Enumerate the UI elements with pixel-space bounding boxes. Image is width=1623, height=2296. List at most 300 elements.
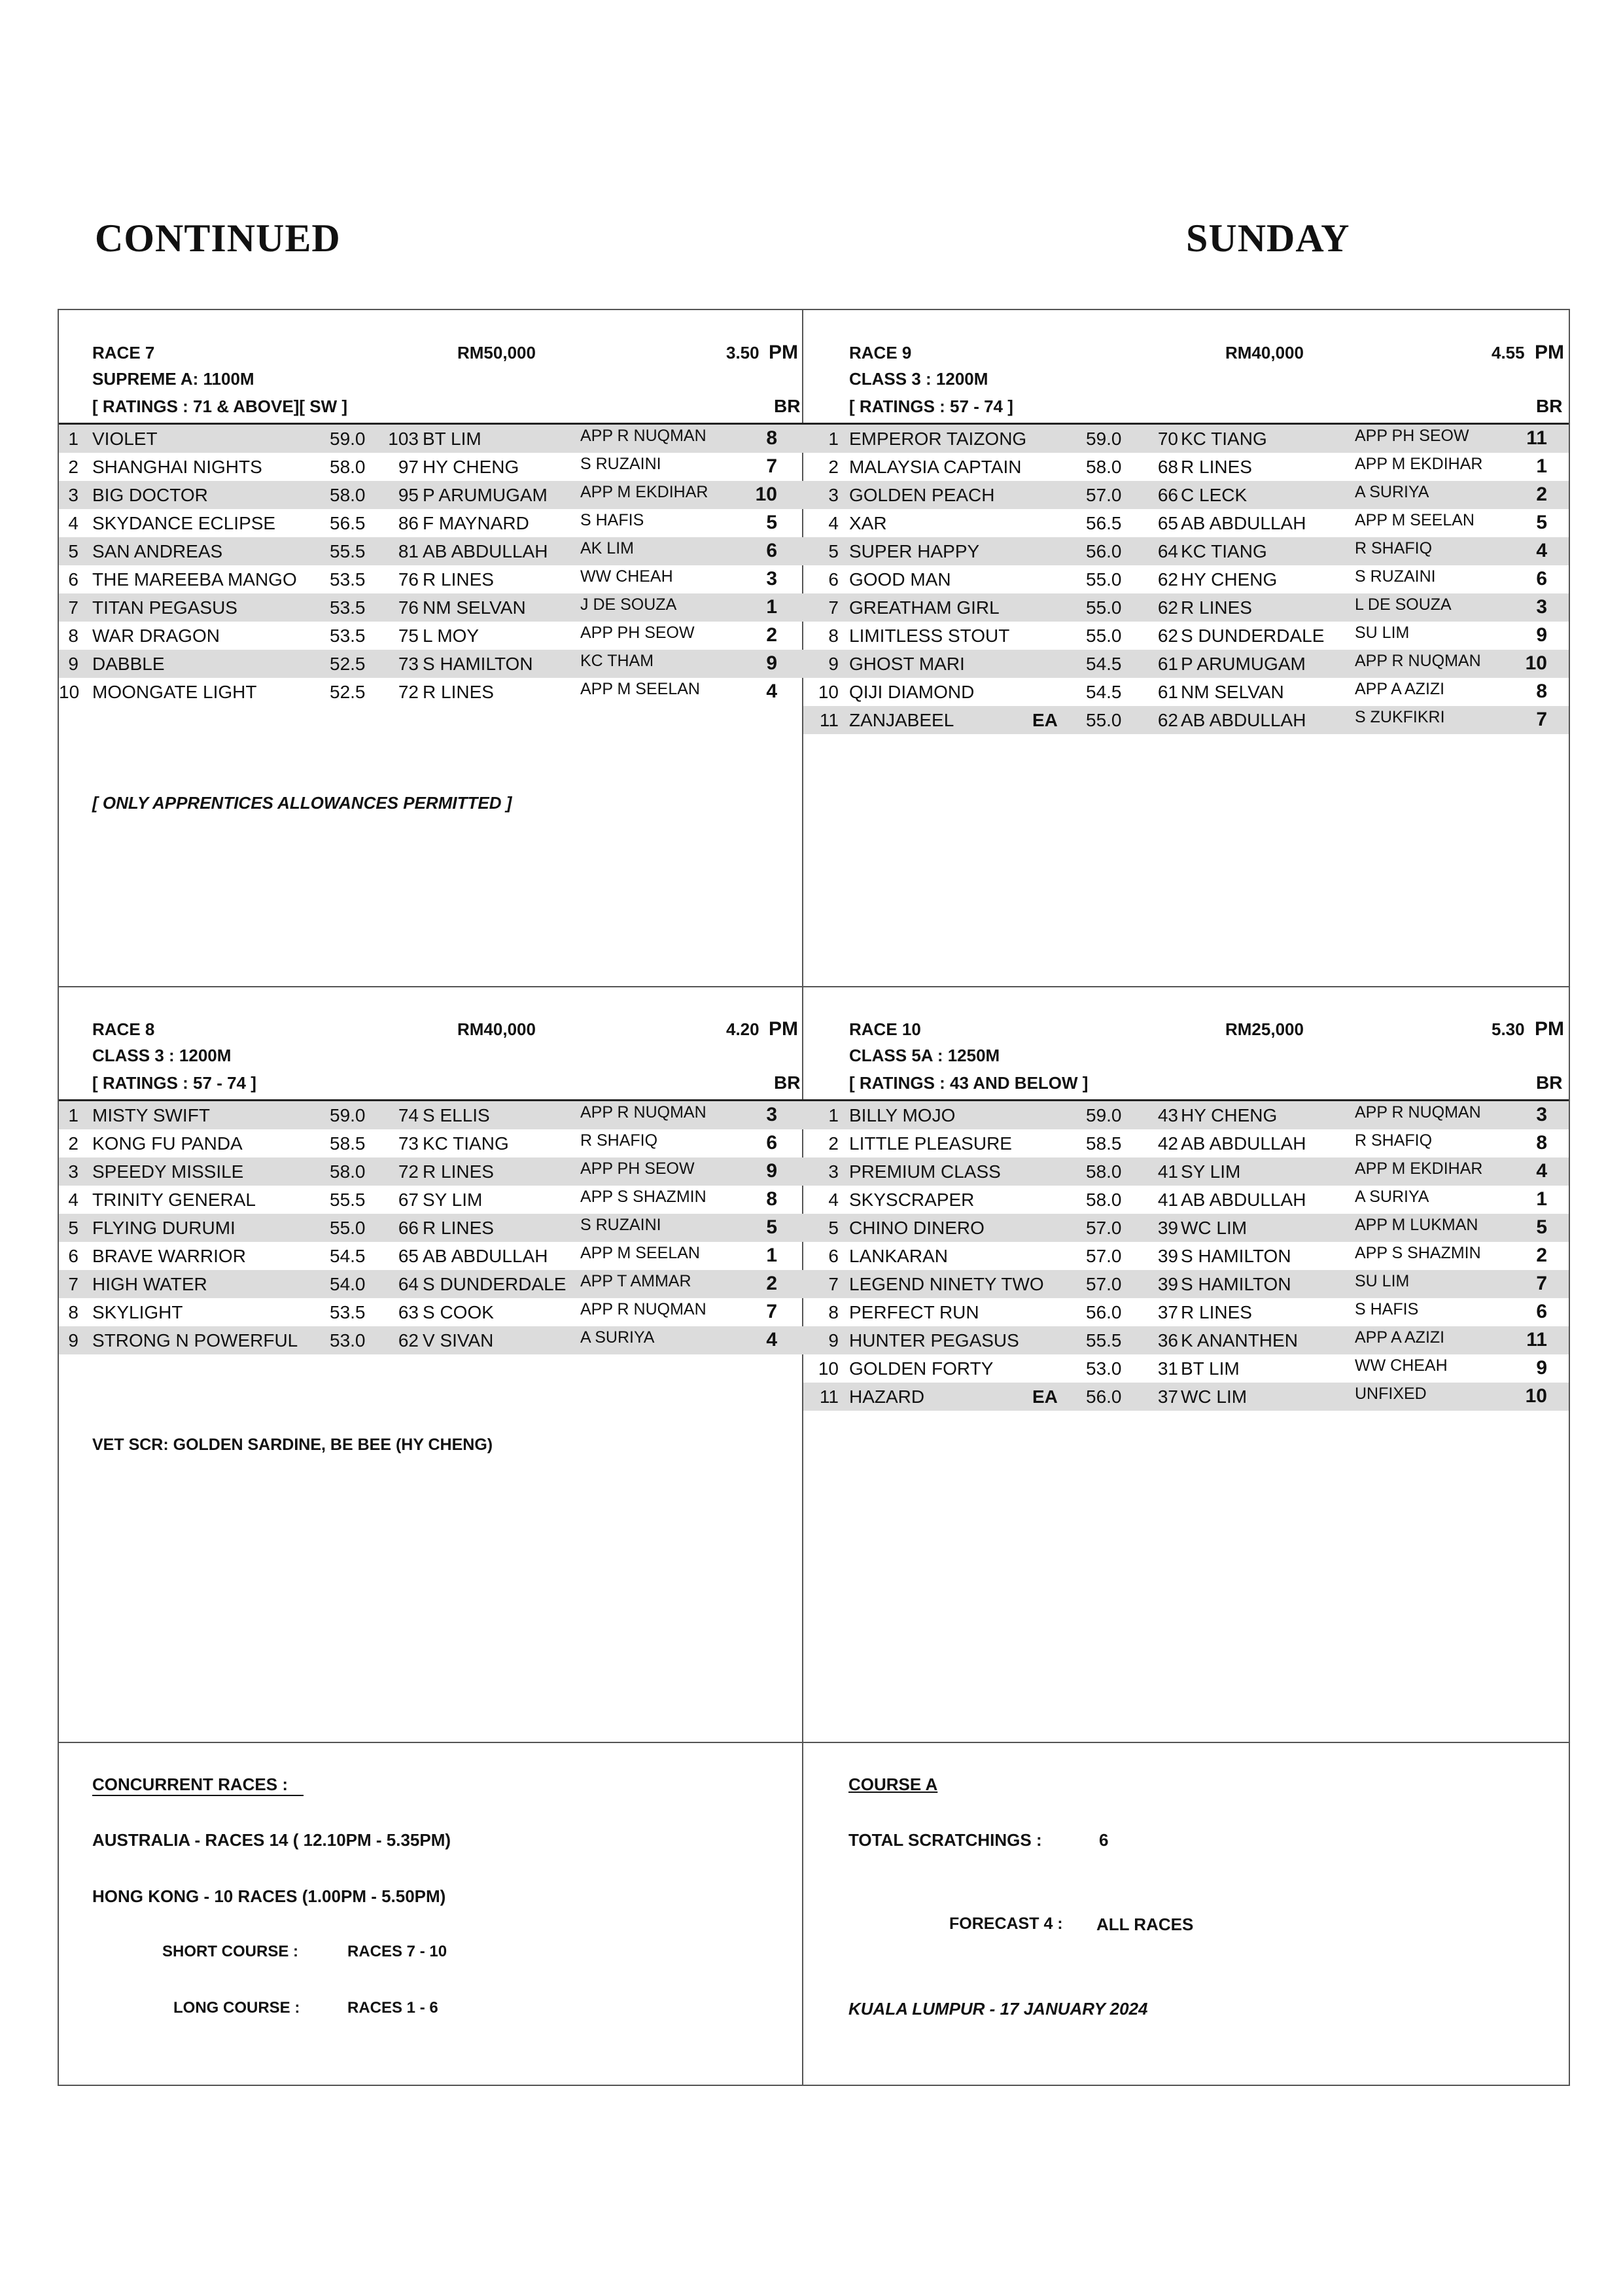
weight: 53.5 (330, 569, 366, 590)
rating: 39 (1157, 1274, 1178, 1294)
trainer: AB ABDULLAH (1181, 710, 1306, 730)
rating: 64 (398, 1274, 419, 1294)
weight: 56.0 (1086, 1386, 1122, 1407)
horse-name: HAZARD (849, 1386, 925, 1407)
row-divider-bottom (58, 1742, 1570, 1743)
jockey: APP M SEELAN (1355, 511, 1475, 529)
horse-name: DABBLE (92, 654, 165, 674)
trainer: NM SELVAN (423, 597, 526, 618)
race-8-panel (59, 987, 803, 1351)
table-row (59, 622, 803, 650)
trainer: AB ABDULLAH (1181, 1190, 1306, 1210)
rating: 95 (398, 485, 419, 505)
place-date: KUALA LUMPUR - 17 JANUARY 2024 (848, 1999, 1148, 2019)
long-course-label: LONG COURSE : (173, 1999, 300, 2017)
horse-name: LIMITLESS STOUT (849, 626, 1010, 646)
trainer: C LECK (1181, 485, 1248, 505)
race-ratings (803, 1044, 1569, 1093)
table-row (59, 453, 803, 481)
horse-name: XAR (849, 513, 887, 533)
runner-number: 7 (828, 1274, 839, 1294)
long-course-value: RACES 1 - 6 (347, 1999, 438, 2017)
barrier-draw: 6 (766, 540, 777, 561)
jockey: APP M SEELAN (580, 680, 700, 698)
race-time: 4.55 (1492, 343, 1525, 362)
rating: 74 (398, 1105, 419, 1125)
weight: 53.0 (1086, 1358, 1122, 1379)
trainer: BT LIM (423, 429, 481, 449)
table-row (59, 1270, 803, 1298)
trainer: V SIVAN (423, 1330, 494, 1351)
runner-number: 11 (819, 1386, 839, 1407)
weight: 57.0 (1086, 1274, 1122, 1294)
table-row (59, 1242, 803, 1270)
weight: 58.0 (330, 457, 366, 477)
barrier-draw: 5 (1536, 1216, 1547, 1238)
table-row (59, 425, 803, 453)
jockey: APP R NUQMAN (1355, 1103, 1481, 1122)
race-9-panel (803, 310, 1569, 730)
short-course-label: SHORT COURSE : (162, 1943, 299, 1960)
horse-name: KONG FU PANDA (92, 1133, 243, 1154)
trainer: WC LIM (1181, 1386, 1248, 1407)
table-row (803, 1157, 1569, 1186)
entry-tag: EA (1032, 1386, 1058, 1407)
trainer: AB ABDULLAH (1181, 1133, 1306, 1154)
trainer: S ELLIS (423, 1105, 490, 1125)
rating: 65 (398, 1246, 419, 1266)
trainer: R LINES (423, 682, 494, 702)
runner-number: 10 (818, 1358, 839, 1379)
barrier-header: BR (774, 396, 801, 416)
rating: 103 (388, 429, 419, 449)
runner-number: 5 (828, 541, 839, 561)
weight: 52.5 (330, 682, 366, 702)
horse-name: GOLDEN PEACH (849, 485, 995, 505)
runners-table (803, 423, 1569, 734)
rating: 62 (398, 1330, 419, 1351)
race-7-panel (59, 310, 803, 702)
table-row (803, 1298, 1569, 1326)
runner-number: 4 (68, 513, 79, 533)
horse-name: BIG DOCTOR (92, 485, 208, 505)
table-row (59, 1101, 803, 1129)
short-course-value: RACES 7 - 10 (347, 1943, 447, 1960)
barrier-draw: 10 (755, 484, 777, 505)
weight: 53.5 (330, 1302, 366, 1322)
barrier-header: BR (1536, 396, 1563, 416)
barrier-draw: 7 (1536, 709, 1547, 730)
race-time: 5.30 (1492, 1019, 1525, 1039)
rating: 39 (1157, 1218, 1178, 1238)
race-ratings (59, 368, 803, 416)
barrier-draw: 2 (766, 624, 777, 646)
runner-number: 5 (68, 1218, 79, 1238)
barrier-draw: 9 (1536, 624, 1547, 646)
trainer: KC TIANG (1181, 541, 1267, 561)
table-row (803, 593, 1569, 622)
race-ampm: PM (769, 1018, 798, 1040)
race-purse: RM40,000 (457, 1019, 536, 1039)
runner-number: 4 (828, 1190, 839, 1210)
runner-number: 8 (828, 1302, 839, 1322)
runner-number: 7 (68, 1274, 79, 1294)
weight: 53.5 (330, 626, 366, 646)
barrier-draw: 6 (1536, 1301, 1547, 1322)
barrier-draw: 6 (766, 1132, 777, 1154)
runner-number: 1 (68, 429, 79, 449)
rating: 73 (398, 654, 419, 674)
race-title: RACE 8 (92, 1019, 155, 1039)
forecast-label: FORECAST 4 : (949, 1915, 1063, 1933)
jockey: SU LIM (1355, 1272, 1410, 1290)
horse-name: MISTY SWIFT (92, 1105, 210, 1125)
horse-name: SUPER HAPPY (849, 541, 980, 561)
race-class (59, 1017, 803, 1065)
rating: 61 (1157, 654, 1178, 674)
barrier-header: BR (1536, 1072, 1563, 1093)
runner-number: 5 (828, 1218, 839, 1238)
runner-number: 11 (819, 710, 839, 730)
rating: 62 (1157, 597, 1178, 618)
rating: 67 (398, 1190, 419, 1210)
trainer: HY CHENG (1181, 569, 1278, 590)
trainer: S HAMILTON (1181, 1246, 1291, 1266)
race-title: RACE 10 (849, 1019, 921, 1039)
weight: 53.5 (330, 597, 366, 618)
barrier-draw: 3 (766, 568, 777, 590)
jockey: R SHAFIQ (1355, 539, 1433, 557)
barrier-draw: 1 (766, 1245, 777, 1266)
rating: 76 (398, 569, 419, 590)
race-header (803, 987, 1569, 1040)
concurrent-hongkong: HONG KONG - 10 RACES (1.00PM - 5.50PM) (92, 1886, 446, 1906)
trainer: R LINES (423, 1161, 494, 1182)
table-row (59, 509, 803, 537)
table-row (59, 537, 803, 565)
barrier-draw: 1 (1536, 1188, 1547, 1210)
runner-number: 1 (68, 1105, 79, 1125)
table-row (59, 1129, 803, 1157)
weight: 56.5 (330, 513, 366, 533)
horse-name: TITAN PEGASUS (92, 597, 237, 618)
runner-number: 8 (68, 626, 79, 646)
runner-number: 9 (828, 1330, 839, 1351)
horse-name: SAN ANDREAS (92, 541, 223, 561)
runner-number: 2 (68, 1133, 79, 1154)
jockey: UNFIXED (1355, 1385, 1427, 1403)
runner-number: 7 (828, 597, 839, 618)
barrier-draw: 8 (766, 427, 777, 449)
trainer: S HAMILTON (1181, 1274, 1291, 1294)
weight: 55.5 (330, 1190, 366, 1210)
rating: 62 (1157, 569, 1178, 590)
rating: 42 (1157, 1133, 1178, 1154)
rating: 75 (398, 626, 419, 646)
rating: 70 (1157, 429, 1178, 449)
weight: 58.5 (330, 1133, 366, 1154)
horse-name: SHANGHAI NIGHTS (92, 457, 262, 477)
race-class (59, 340, 803, 389)
weight: 57.0 (1086, 1246, 1122, 1266)
jockey: A SURIYA (1355, 483, 1429, 501)
runner-number: 10 (818, 682, 839, 702)
rating: 66 (1157, 485, 1178, 505)
trainer: BT LIM (1181, 1358, 1240, 1379)
table-row (59, 593, 803, 622)
horse-name: HUNTER PEGASUS (849, 1330, 1019, 1351)
rating: 64 (1157, 541, 1178, 561)
trainer: R LINES (1181, 597, 1252, 618)
weight: 52.5 (330, 654, 366, 674)
table-row (59, 678, 803, 706)
rating: 68 (1157, 457, 1178, 477)
trainer: P ARUMUGAM (1181, 654, 1306, 674)
runner-number: 1 (828, 429, 839, 449)
trainer: WC LIM (1181, 1218, 1248, 1238)
rating: 43 (1157, 1105, 1178, 1125)
rating: 61 (1157, 682, 1178, 702)
rating: 62 (1157, 710, 1178, 730)
trainer: HY CHENG (1181, 1105, 1278, 1125)
jockey: S HAFIS (580, 511, 644, 529)
barrier-draw: 11 (1526, 427, 1547, 449)
table-row (803, 1354, 1569, 1383)
jockey: APP R NUQMAN (580, 1300, 707, 1318)
jockey: APP R NUQMAN (580, 427, 707, 445)
race-7-note: [ ONLY APPRENTICES ALLOWANCES PERMITTED ] (92, 793, 512, 813)
horse-name: PREMIUM CLASS (849, 1161, 1001, 1182)
race-ampm: PM (1535, 1018, 1564, 1040)
jockey: APP S SHAZMIN (1355, 1244, 1481, 1262)
runner-number: 9 (828, 654, 839, 674)
race-ratings (803, 368, 1569, 416)
trainer: SY LIM (1181, 1161, 1241, 1182)
barrier-draw: 4 (766, 680, 777, 702)
table-row (803, 481, 1569, 509)
weight: 59.0 (330, 429, 366, 449)
race-class-text: SUPREME A: 1100M (92, 369, 254, 389)
concurrent-races-title: CONCURRENT RACES : (92, 1775, 304, 1796)
jockey: S HAFIS (1355, 1300, 1419, 1318)
barrier-draw: 3 (766, 1104, 777, 1125)
race-header (59, 310, 803, 363)
runner-number: 7 (68, 597, 79, 618)
barrier-draw: 10 (1525, 652, 1547, 674)
runner-number: 9 (68, 654, 79, 674)
barrier-draw: 2 (766, 1273, 777, 1294)
horse-name: GOLDEN FORTY (849, 1358, 994, 1379)
race-class-text: CLASS 5A : 1250M (849, 1046, 1000, 1065)
rating: 39 (1157, 1246, 1178, 1266)
race-class (803, 1017, 1569, 1065)
trainer: S DUNDERDALE (1181, 626, 1325, 646)
weight: 55.0 (1086, 626, 1122, 646)
runner-number: 2 (828, 1133, 839, 1154)
trainer: KC TIANG (423, 1133, 509, 1154)
weight: 55.0 (1086, 710, 1122, 730)
rating: 65 (1157, 513, 1178, 533)
horse-name: STRONG N POWERFUL (92, 1330, 298, 1351)
jockey: SU LIM (1355, 624, 1410, 642)
weight: 58.5 (1086, 1133, 1122, 1154)
horse-name: MOONGATE LIGHT (92, 682, 257, 702)
table-row (59, 1157, 803, 1186)
trainer: AB ABDULLAH (423, 1246, 548, 1266)
barrier-draw: 5 (1536, 512, 1547, 533)
barrier-draw: 5 (766, 512, 777, 533)
trainer: P ARUMUGAM (423, 485, 548, 505)
jockey: A SURIYA (1355, 1188, 1429, 1206)
runner-number: 4 (828, 513, 839, 533)
runners-table (803, 1099, 1569, 1411)
trainer: AB ABDULLAH (423, 541, 548, 561)
weight: 58.0 (1086, 1190, 1122, 1210)
rating: 86 (398, 513, 419, 533)
race-purse: RM25,000 (1225, 1019, 1304, 1039)
rating: 41 (1157, 1161, 1178, 1182)
table-row (803, 425, 1569, 453)
jockey: APP M EKDIHAR (1355, 455, 1483, 473)
barrier-draw: 7 (1536, 1273, 1547, 1294)
horse-name: FLYING DURUMI (92, 1218, 236, 1238)
weight: 54.5 (1086, 654, 1122, 674)
runner-number: 5 (68, 541, 79, 561)
runner-number: 10 (59, 682, 80, 702)
table-row (803, 1242, 1569, 1270)
barrier-draw: 11 (1526, 1329, 1547, 1351)
header-continued: CONTINUED (95, 217, 341, 260)
trainer: F MAYNARD (423, 513, 529, 533)
runner-number: 6 (828, 569, 839, 590)
horse-name: BILLY MOJO (849, 1105, 956, 1125)
rating: 62 (1157, 626, 1178, 646)
runner-number: 6 (68, 1246, 79, 1266)
barrier-draw: 8 (1536, 680, 1547, 702)
barrier-draw: 4 (766, 1329, 777, 1351)
table-row (803, 678, 1569, 706)
table-row (803, 565, 1569, 593)
barrier-draw: 5 (766, 1216, 777, 1238)
rating: 36 (1157, 1330, 1178, 1351)
rating: 72 (398, 682, 419, 702)
jockey: S RUZAINI (580, 1216, 661, 1234)
weight: 54.5 (330, 1246, 366, 1266)
runner-number: 3 (68, 485, 79, 505)
jockey: S RUZAINI (580, 455, 661, 473)
horse-name: SPEEDY MISSILE (92, 1161, 244, 1182)
trainer: NM SELVAN (1181, 682, 1284, 702)
horse-name: GREATHAM GIRL (849, 597, 1000, 618)
horse-name: CHINO DINERO (849, 1218, 985, 1238)
race-purse: RM40,000 (1225, 343, 1304, 362)
race-header (59, 987, 803, 1040)
weight: 56.0 (1086, 1302, 1122, 1322)
weight: 54.0 (330, 1274, 366, 1294)
jockey: S ZUKFIKRI (1355, 708, 1445, 726)
trainer: R LINES (423, 1218, 494, 1238)
weight: 59.0 (1086, 429, 1122, 449)
horse-name: GHOST MARI (849, 654, 965, 674)
rating: 97 (398, 457, 419, 477)
runner-number: 1 (828, 1105, 839, 1125)
race-class-text: CLASS 3 : 1200M (92, 1046, 232, 1065)
rating: 63 (398, 1302, 419, 1322)
barrier-draw: 10 (1525, 1385, 1547, 1407)
barrier-draw: 6 (1536, 568, 1547, 590)
runner-number: 6 (68, 569, 79, 590)
rating: 73 (398, 1133, 419, 1154)
barrier-draw: 3 (1536, 1104, 1547, 1125)
race-ratings-text: [ RATINGS : 57 - 74 ] (849, 397, 1013, 416)
trainer: R LINES (1181, 1302, 1252, 1322)
race-time: 4.20 (726, 1019, 759, 1039)
race-ratings (59, 1044, 803, 1093)
horse-name: QIJI DIAMOND (849, 682, 975, 702)
horse-name: GOOD MAN (849, 569, 951, 590)
rating: 66 (398, 1218, 419, 1238)
horse-name: LANKARAN (849, 1246, 948, 1266)
horse-name: SKYDANCE ECLIPSE (92, 513, 276, 533)
jockey: AK LIM (580, 539, 634, 557)
runner-number: 3 (828, 1161, 839, 1182)
rating: 37 (1157, 1302, 1178, 1322)
race-ratings-text: [ RATINGS : 57 - 74 ] (92, 1073, 256, 1093)
jockey: L DE SOUZA (1355, 595, 1452, 614)
trainer: S HAMILTON (423, 654, 533, 674)
barrier-draw: 4 (1536, 540, 1547, 561)
table-row (803, 706, 1569, 734)
runner-number: 9 (68, 1330, 79, 1351)
trainer: AB ABDULLAH (1181, 513, 1306, 533)
horse-name: LITTLE PLEASURE (849, 1133, 1012, 1154)
jockey: APP PH SEOW (580, 1159, 695, 1178)
jockey: R SHAFIQ (1355, 1131, 1433, 1150)
weight: 55.5 (330, 541, 366, 561)
race-header (803, 310, 1569, 363)
runner-number: 3 (68, 1161, 79, 1182)
rating: 76 (398, 597, 419, 618)
barrier-draw: 9 (1536, 1357, 1547, 1379)
rating: 31 (1157, 1358, 1178, 1379)
rating: 37 (1157, 1386, 1178, 1407)
weight: 55.0 (1086, 597, 1122, 618)
table-row (59, 481, 803, 509)
barrier-draw: 7 (766, 455, 777, 477)
jockey: KC THAM (580, 652, 654, 670)
race-ampm: PM (1535, 342, 1564, 363)
barrier-draw: 9 (766, 652, 777, 674)
horse-name: MALAYSIA CAPTAIN (849, 457, 1022, 477)
barrier-draw: 4 (1536, 1160, 1547, 1182)
barrier-draw: 8 (1536, 1132, 1547, 1154)
total-scratchings-label: TOTAL SCRATCHINGS : (848, 1830, 1042, 1850)
trainer: HY CHENG (423, 457, 519, 477)
weight: 55.0 (330, 1218, 366, 1238)
horse-name: EMPEROR TAIZONG (849, 429, 1027, 449)
table-row (803, 650, 1569, 678)
runners-table (59, 423, 803, 706)
trainer: SY LIM (423, 1190, 483, 1210)
weight: 59.0 (1086, 1105, 1122, 1125)
header-day: SUNDAY (1186, 217, 1350, 260)
horse-name: PERFECT RUN (849, 1302, 979, 1322)
runners-table (59, 1099, 803, 1354)
jockey: APP PH SEOW (1355, 427, 1469, 445)
race-title: RACE 7 (92, 343, 155, 362)
table-row (59, 1298, 803, 1326)
table-row (59, 1214, 803, 1242)
